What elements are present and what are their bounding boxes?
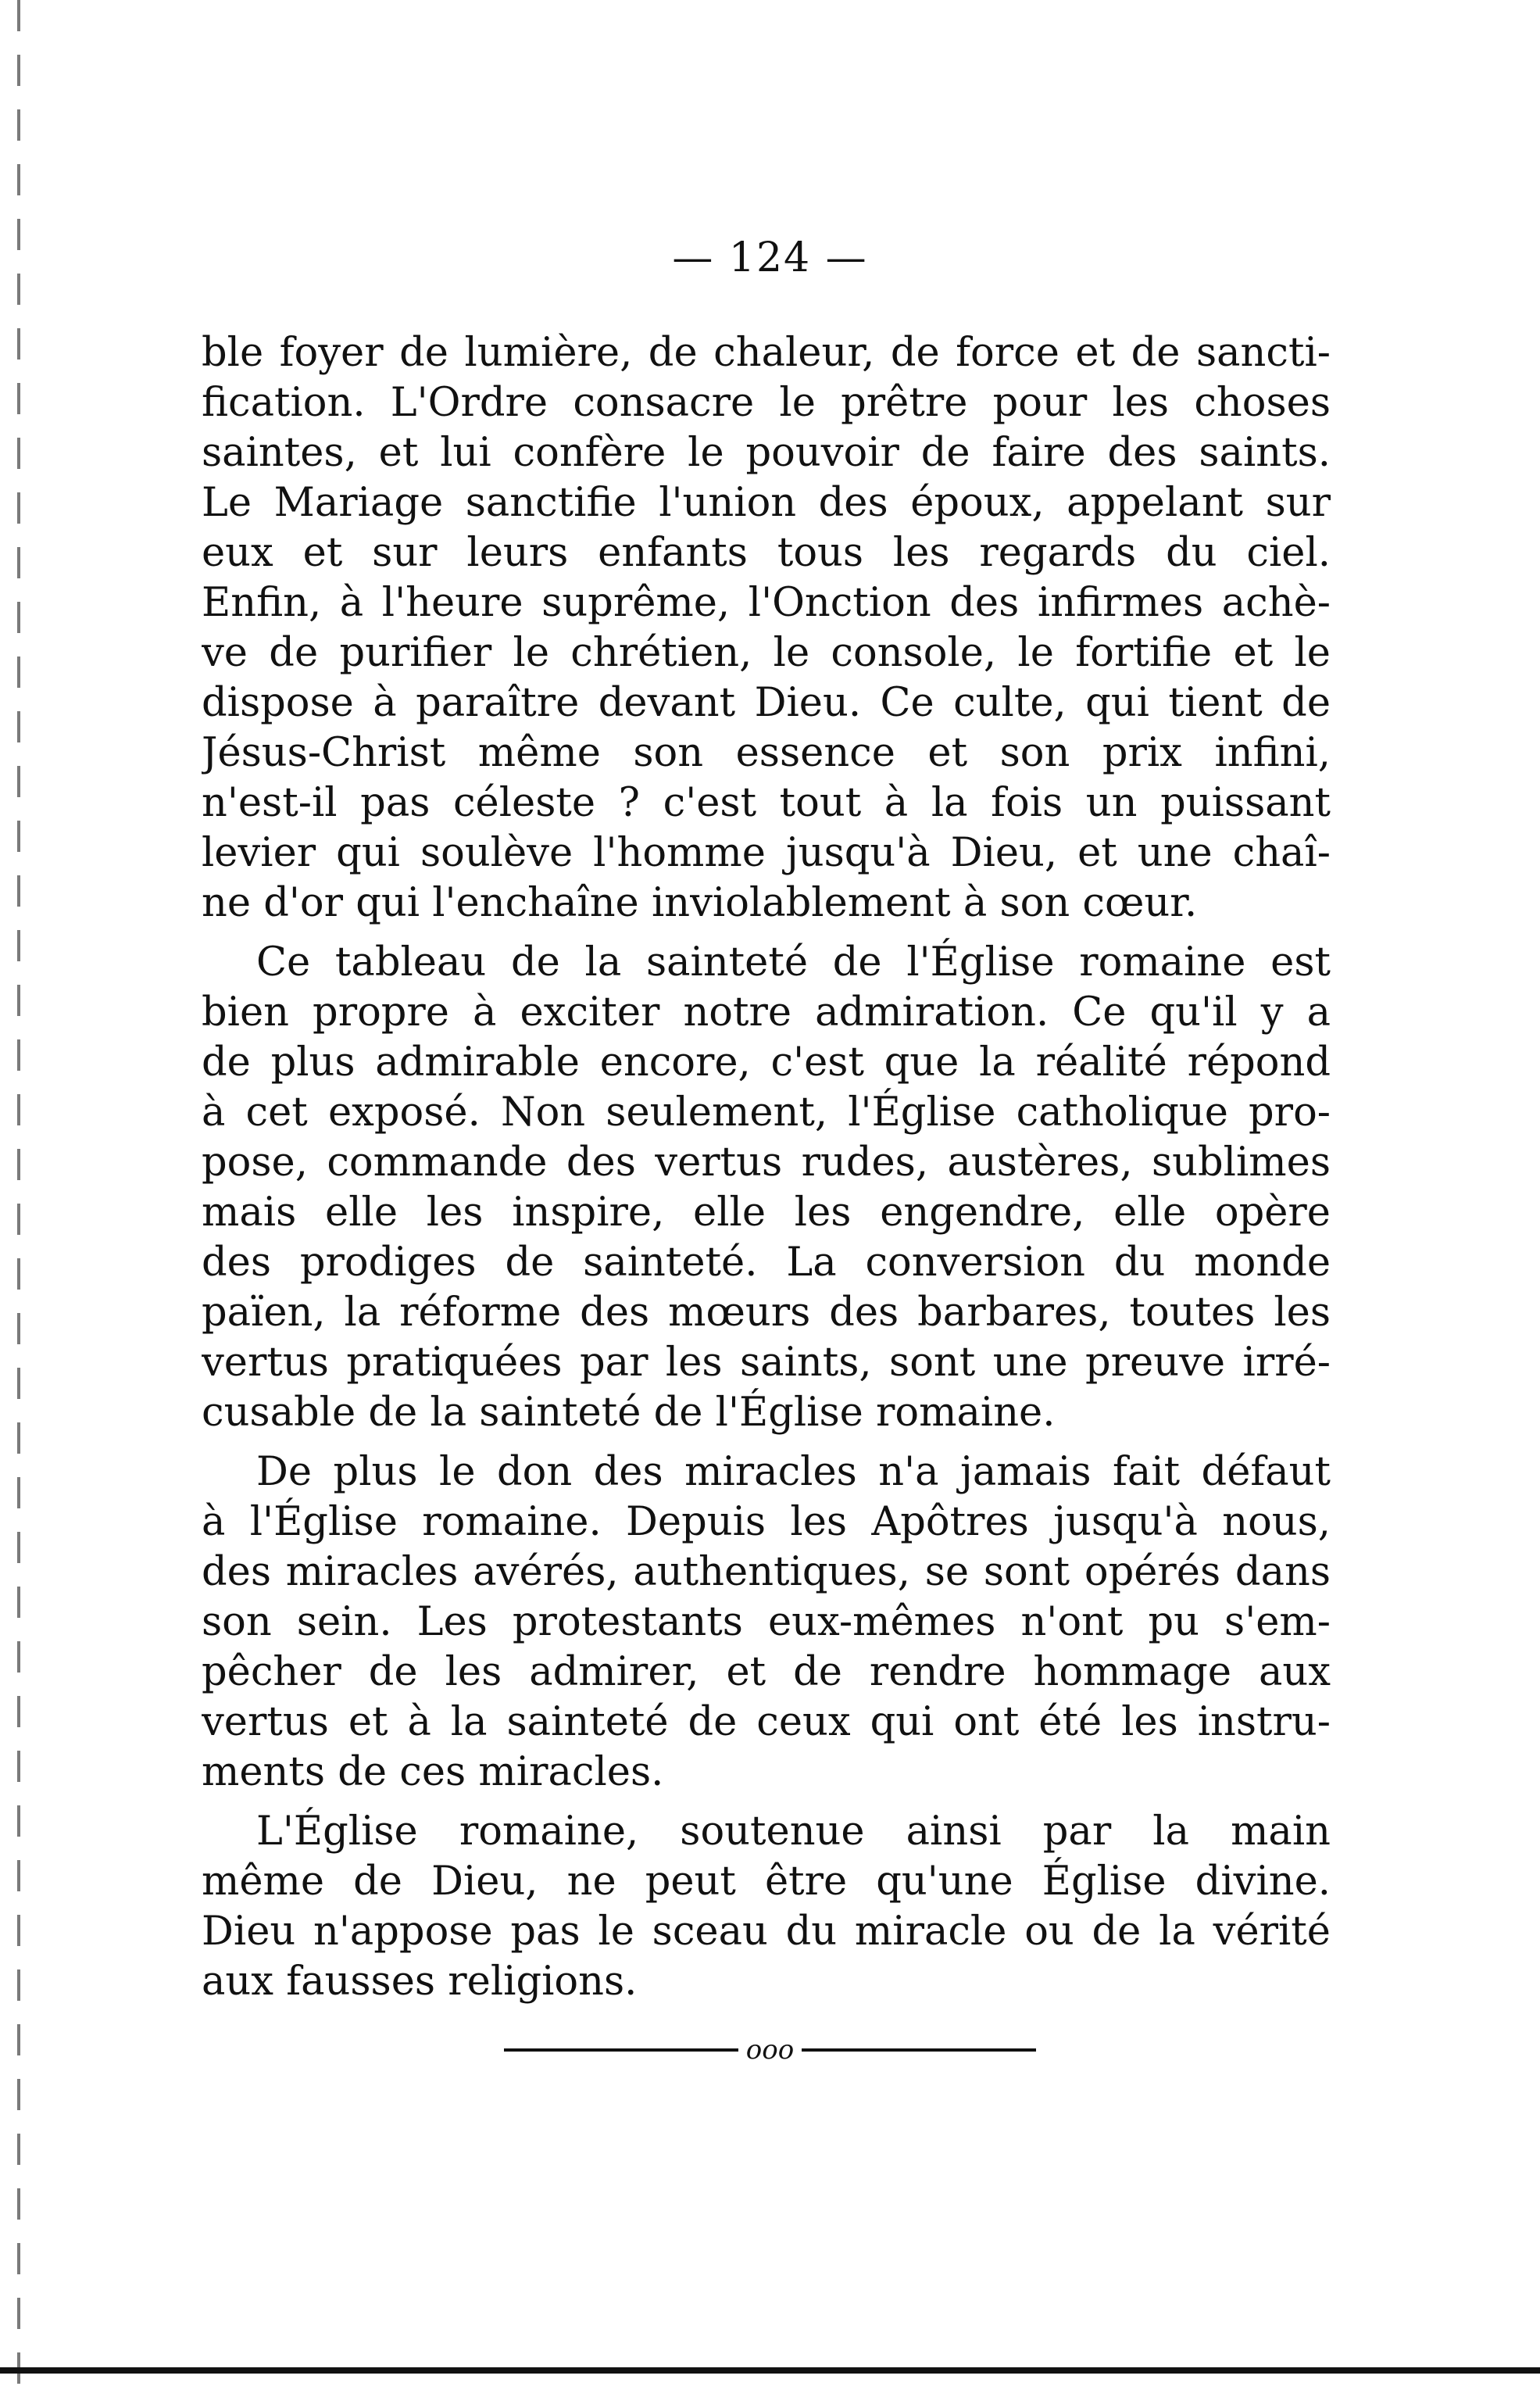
text-line: même de Dieu, ne peut être qu'une Église divine. [202,1859,1331,1905]
text-line: eux et sur leurs enfants tous les regards du ciel. [202,530,1331,576]
body-text [202,328,1331,2007]
text-line: cusable de la sainteté de l'Église romaine. [202,1390,1056,1436]
text-line: pêcher de les admirer, et de rendre hommage aux [202,1649,1331,1695]
text-line: à cet exposé. Non seulement, l'Église catholique pro- [202,1089,1331,1136]
text-line: L'Église romaine, soutenue ainsi par la main [256,1808,1331,1855]
text-line: mais elle les inspire, elle les engendre, elle opère [202,1190,1331,1236]
page-number: — 124 — [672,234,868,281]
text-line: des miracles avérés, authentiques, se sont opérés dans [202,1549,1331,1595]
text-line: Enfin, à l'heure suprême, l'Onction des infirmes achè- [202,580,1331,626]
text-line: pose, commande des vertus rudes, austères, sublimes [202,1139,1331,1186]
text-line: à l'Église romaine. Depuis les Apôtres jusqu'à nous, [202,1499,1331,1545]
text-line: ments de ces miracles. [202,1749,664,1795]
text-line: vertus pratiquées par les saints, sont une preuve irré- [202,1340,1331,1386]
text-line: bien propre à exciter notre admiration. Ce qu'il y a [202,989,1331,1036]
text-line: fication. L'Ordre consacre le prêtre pour les choses [202,380,1331,426]
page-bottom-edge [0,2367,1540,2374]
text-line: son sein. Les protestants eux-mêmes n'ont pu s'em- [202,1599,1331,1645]
text-line: ble foyer de lumière, de chaleur, de force et de sancti- [202,330,1331,376]
section-divider [0,2034,1540,2066]
text-line: de plus admirable encore, c'est que la réalité répond [202,1039,1331,1086]
text-line: Le Mariage sanctifie l'union des époux, appelant sur [202,480,1331,526]
text-line: levier qui soulève l'homme jusqu'à Dieu, et une chaî- [202,830,1331,876]
text-line: Dieu n'appose pas le sceau du miracle ou de la vérité [202,1909,1331,1955]
text-line: dispose à paraître devant Dieu. Ce culte, qui tient de [202,680,1331,726]
text-line: aux fausses religions. [202,1959,638,2005]
text-line: païen, la réforme des mœurs des barbares, toutes les [202,1290,1331,1336]
text-line: des prodiges de sainteté. La conversion du monde [202,1240,1331,1286]
text-line: ne d'or qui l'enchaîne inviolablement à son cœur. [202,880,1198,926]
text-line: vertus et à la sainteté de ceux qui ont été les instru- [202,1699,1331,1745]
text-line: saintes, et lui confère le pouvoir de faire des saints. [202,430,1331,476]
text-line: n'est-il pas céleste ? c'est tout à la fois un puissant [202,780,1331,826]
text-line: Jésus-Christ même son essence et son prix infini, [202,730,1331,776]
divider-rule-left [504,2048,738,2052]
text-line: ve de purifier le chrétien, le console, le fortifie et le [202,630,1331,676]
text-line: Ce tableau de la sainteté de l'Église romaine est [256,939,1331,986]
divider-rule-right [802,2048,1036,2052]
divider-mark: ooo [745,2034,795,2066]
text-line: De plus le don des miracles n'a jamais fait défaut [256,1449,1331,1495]
